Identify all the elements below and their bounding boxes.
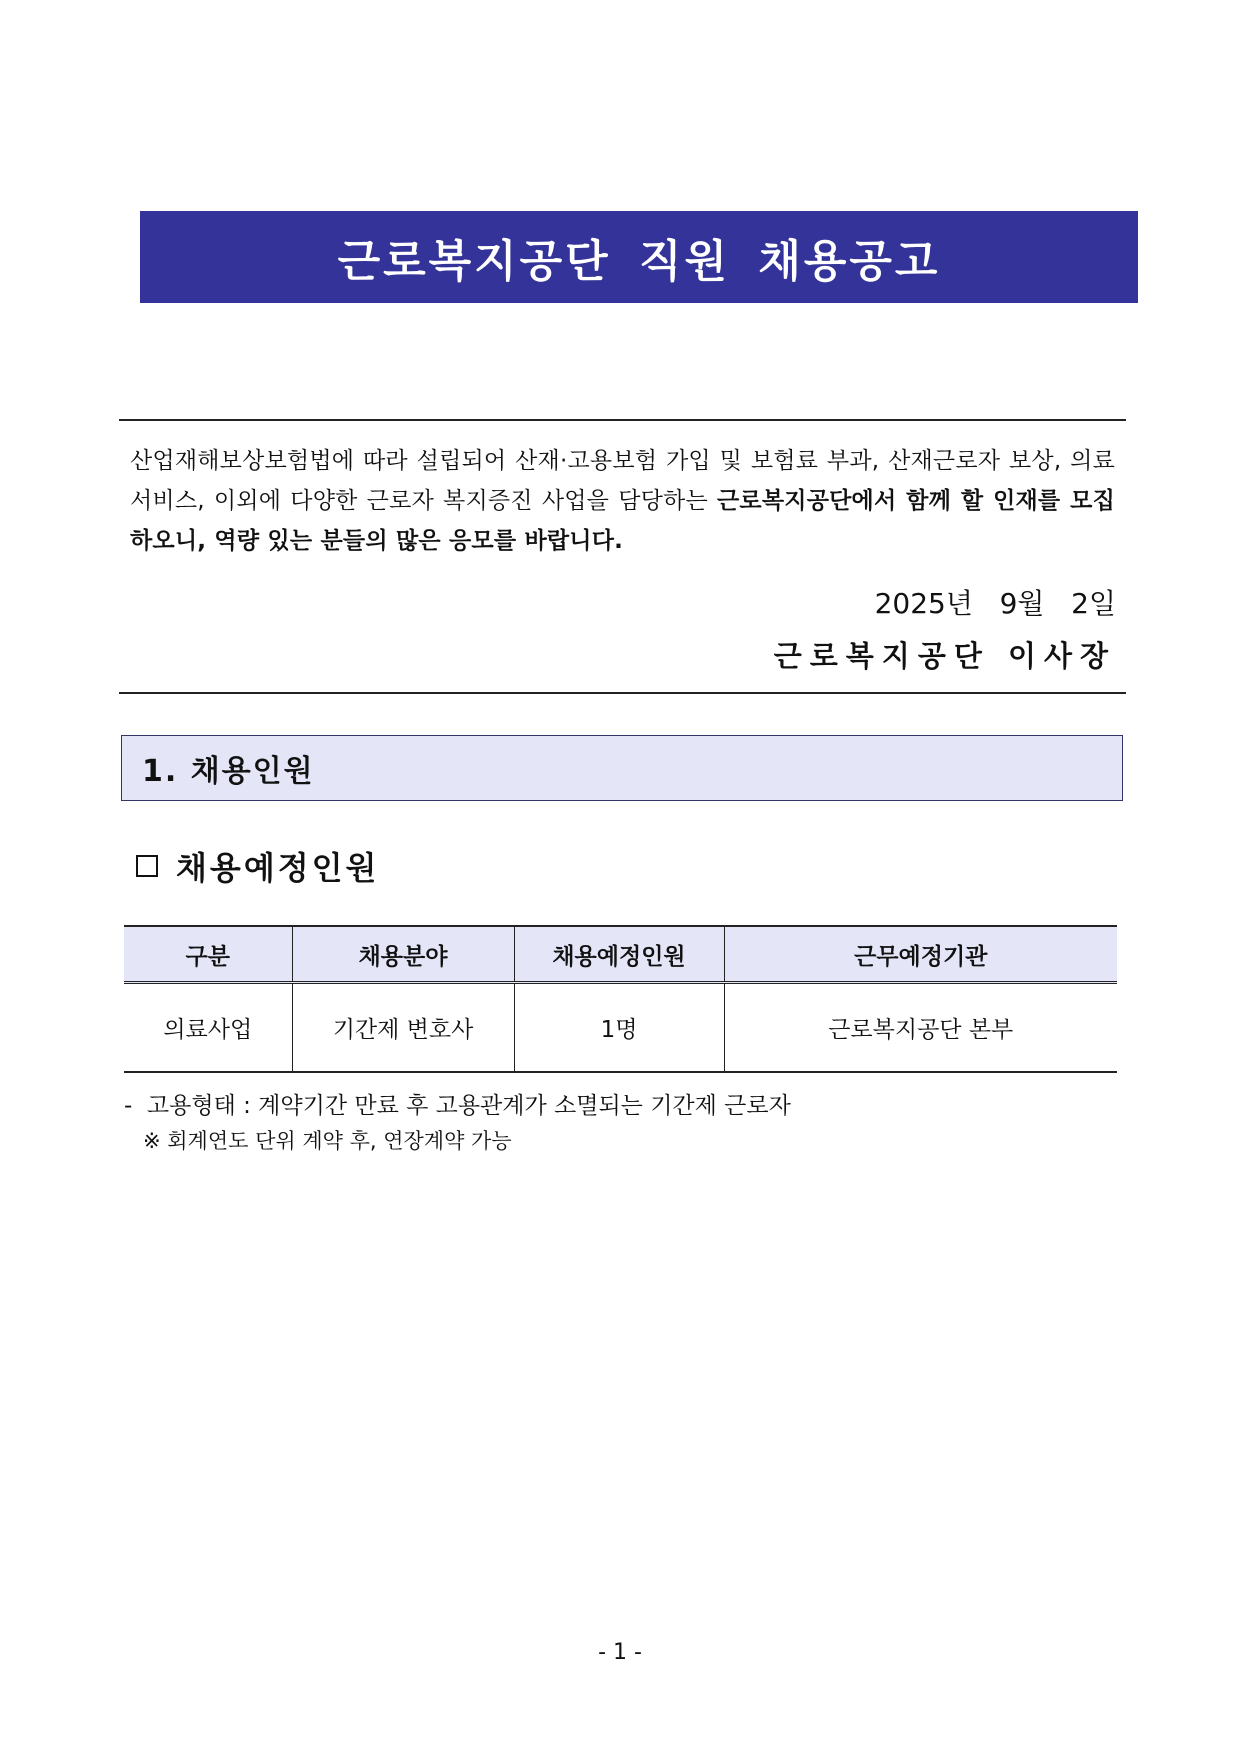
signer: 근로복지공단 이사장: [773, 639, 1116, 673]
announcement-date: 2025년 9월 2일: [874, 587, 1116, 620]
renewal-note: ※ 회계연도 단위 계약 후, 연장계약 가능: [143, 1129, 512, 1153]
employment-type-note: - 고용형태 : 계약기간 만료 후 고용관계가 소멸되는 기간제 근로자: [124, 1093, 791, 1119]
section-header: [121, 735, 1123, 801]
table-header-cell: 근무예정기관: [724, 926, 1117, 983]
subsection-title: 채용예정인원: [176, 849, 380, 887]
intro-text: 산업재해보상보험법에 따라 설립되어 산재·고용보험 가입 및 보험료 부과, 산재근로자 보상, 의료서비스, 이외에 다양한 근로자 복지증진 사업을 담당하는: [130, 448, 1115, 514]
bottom-divider: [119, 692, 1126, 694]
table-cell: 기간제 변호사: [292, 983, 514, 1073]
recruitment-table: [124, 925, 1117, 1073]
table-row: [124, 983, 1117, 1073]
table-cell: 의료사업: [124, 983, 292, 1073]
subsection-header: [136, 843, 379, 889]
top-divider: [119, 419, 1126, 421]
page-number: - 1 -: [598, 1640, 642, 1665]
table-header-cell: 채용예정인원: [514, 926, 724, 983]
table-header-cell: 구분: [124, 926, 292, 983]
table-cell: 근로복지공단 본부: [724, 983, 1117, 1073]
table-header-cell: 채용분야: [292, 926, 514, 983]
page-title: 근로복지공단 직원 채용공고: [337, 236, 941, 287]
intro-paragraph: [130, 441, 1115, 561]
title-banner: [140, 211, 1138, 303]
section-title: 1. 채용인원: [142, 754, 315, 789]
table-cell: 1명: [514, 983, 724, 1073]
intro-text-bold: 근로복지공단에서 함께 할 인재를 모집하오니, 역량 있는 분들의 많은 응모를 바랍니다.: [130, 488, 1115, 554]
table-header-row: [124, 926, 1117, 983]
checkbox-icon: [136, 855, 158, 877]
